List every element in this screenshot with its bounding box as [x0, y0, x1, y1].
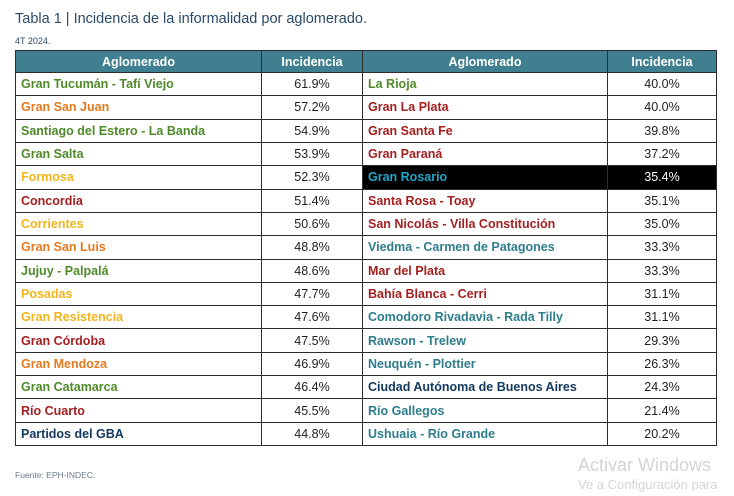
watermark-line-2: Ve a Configuración para	[578, 476, 718, 492]
left-name-cell: Formosa	[16, 166, 262, 189]
right-value-cell: 31.1%	[608, 306, 717, 329]
left-value-cell: 47.5%	[262, 329, 363, 352]
table-row	[16, 96, 717, 119]
table-title: Tabla 1 | Incidencia de la informalidad por aglomerado.	[15, 11, 367, 27]
table-row	[16, 73, 717, 96]
left-value-cell: 51.4%	[262, 189, 363, 212]
right-name-cell: La Rioja	[363, 73, 608, 96]
left-name-cell: Gran Catamarca	[16, 376, 262, 399]
right-name-cell: Gran Rosario	[363, 166, 608, 189]
left-name-cell: Jujuy - Palpalá	[16, 259, 262, 282]
left-name-cell: Gran Córdoba	[16, 329, 262, 352]
left-value-cell: 53.9%	[262, 142, 363, 165]
right-name-cell: Gran Paraná	[363, 142, 608, 165]
right-value-cell: 24.3%	[608, 376, 717, 399]
table-row	[16, 376, 717, 399]
right-value-cell: 29.3%	[608, 329, 717, 352]
table-row	[16, 259, 717, 282]
table-body	[16, 73, 717, 446]
right-name-cell: Bahía Blanca - Cerri	[363, 282, 608, 305]
source-note: Fuente: EPH-INDEC.	[15, 470, 96, 480]
right-name-cell: Comodoro Rivadavia - Rada Tilly	[363, 306, 608, 329]
table-row	[16, 306, 717, 329]
header-row	[16, 51, 717, 73]
right-name-cell: Neuquén - Plottier	[363, 352, 608, 375]
left-name-cell: Posadas	[16, 282, 262, 305]
left-value-cell: 54.9%	[262, 119, 363, 142]
right-value-cell: 35.0%	[608, 212, 717, 235]
table-row	[16, 236, 717, 259]
header-left-name: Aglomerado	[16, 51, 262, 73]
table-subtitle: 4T 2024.	[15, 36, 51, 46]
left-name-cell: Río Cuarto	[16, 399, 262, 422]
table-row	[16, 329, 717, 352]
right-name-cell: Gran La Plata	[363, 96, 608, 119]
header-right-value: Incidencia	[608, 51, 717, 73]
right-value-cell: 37.2%	[608, 142, 717, 165]
left-value-cell: 47.7%	[262, 282, 363, 305]
right-value-cell: 40.0%	[608, 96, 717, 119]
table-row	[16, 212, 717, 235]
table-row	[16, 166, 717, 189]
right-name-cell: Ushuaia - Río Grande	[363, 422, 608, 445]
left-name-cell: Gran San Luis	[16, 236, 262, 259]
watermark-line-1: Activar Windows	[578, 455, 712, 475]
right-name-cell: Ciudad Autónoma de Buenos Aires	[363, 376, 608, 399]
table-row	[16, 119, 717, 142]
right-value-cell: 39.8%	[608, 119, 717, 142]
left-value-cell: 48.6%	[262, 259, 363, 282]
table-row	[16, 399, 717, 422]
right-name-cell: Rawson - Trelew	[363, 329, 608, 352]
table-row	[16, 352, 717, 375]
right-value-cell: 35.4%	[608, 166, 717, 189]
left-value-cell: 52.3%	[262, 166, 363, 189]
right-name-cell: Río Gallegos	[363, 399, 608, 422]
table-row	[16, 282, 717, 305]
right-value-cell: 33.3%	[608, 236, 717, 259]
left-value-cell: 45.5%	[262, 399, 363, 422]
left-value-cell: 50.6%	[262, 212, 363, 235]
right-name-cell: Santa Rosa - Toay	[363, 189, 608, 212]
left-name-cell: Concordia	[16, 189, 262, 212]
right-value-cell: 33.3%	[608, 259, 717, 282]
left-name-cell: Gran Salta	[16, 142, 262, 165]
left-name-cell: Santiago del Estero - La Banda	[16, 119, 262, 142]
right-name-cell: Gran Santa Fe	[363, 119, 608, 142]
left-name-cell: Gran Resistencia	[16, 306, 262, 329]
table-row	[16, 189, 717, 212]
left-value-cell: 48.8%	[262, 236, 363, 259]
table-row	[16, 142, 717, 165]
right-value-cell: 31.1%	[608, 282, 717, 305]
left-name-cell: Gran Mendoza	[16, 352, 262, 375]
right-name-cell: Viedma - Carmen de Patagones	[363, 236, 608, 259]
windows-activation-watermark	[578, 455, 717, 492]
right-value-cell: 26.3%	[608, 352, 717, 375]
header-right-name: Aglomerado	[363, 51, 608, 73]
left-name-cell: Gran San Juan	[16, 96, 262, 119]
right-value-cell: 40.0%	[608, 73, 717, 96]
right-value-cell: 21.4%	[608, 399, 717, 422]
left-value-cell: 44.8%	[262, 422, 363, 445]
left-name-cell: Gran Tucumán - Tafí Viejo	[16, 73, 262, 96]
right-name-cell: Mar del Plata	[363, 259, 608, 282]
right-value-cell: 20.2%	[608, 422, 717, 445]
left-value-cell: 57.2%	[262, 96, 363, 119]
table-row	[16, 422, 717, 445]
left-value-cell: 46.9%	[262, 352, 363, 375]
right-value-cell: 35.1%	[608, 189, 717, 212]
informality-table	[15, 50, 717, 446]
left-name-cell: Partidos del GBA	[16, 422, 262, 445]
left-value-cell: 46.4%	[262, 376, 363, 399]
right-name-cell: San Nicolás - Villa Constitución	[363, 212, 608, 235]
header-left-value: Incidencia	[262, 51, 363, 73]
left-value-cell: 47.6%	[262, 306, 363, 329]
left-value-cell: 61.9%	[262, 73, 363, 96]
left-name-cell: Corrientes	[16, 212, 262, 235]
